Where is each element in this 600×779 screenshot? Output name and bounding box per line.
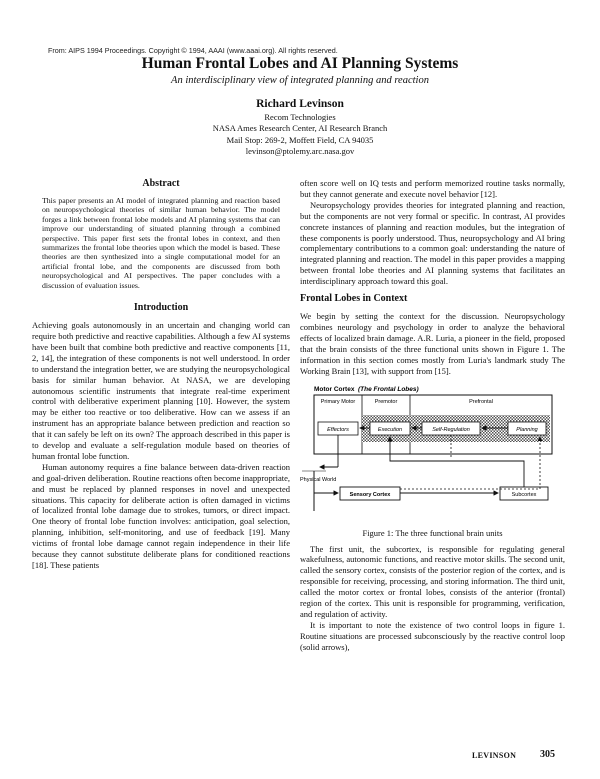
frontal-lobes-label: (The Frontal Lobes) <box>358 385 419 393</box>
control-loops-paragraph: It is important to note the existence of two control loops in figure 1. Routine situations are processed subconsciously by the reactive control loop (solid arrows), <box>300 619 565 652</box>
planning-label: Planning <box>516 426 538 433</box>
physical-world-label: Physical World <box>300 476 337 483</box>
footer-author: LEVINSON <box>472 751 517 760</box>
left-column <box>32 178 290 571</box>
primary-motor-label: Primary Motor <box>320 398 356 405</box>
introduction-heading: Introduction <box>133 302 189 314</box>
figure-caption: Figure 1: The three functional brain units <box>362 527 503 538</box>
first-unit-paragraph: The first unit, the subcortex, is responsible for regulating general wakefulness, autonomic functions, and reactive motor skills. The second unit, called the sensory cortex, consists of the posterior region of the cortex, and is responsible for receiving, processing, and storing information. The third unit, called the motor cortex or frontal lobes, consists of the anterior (frontal) region of the cortex. This unit is responsible for programming, verification, and regulation of activity. <box>300 543 565 619</box>
premotor-label: Premotor <box>374 398 398 405</box>
right-column <box>300 178 565 653</box>
execution-label: Execution <box>377 426 403 433</box>
brain-units-diagram <box>300 381 565 526</box>
author-email: levinson@ptolemy.arc.nasa.gov <box>245 145 355 156</box>
page-number: 305 <box>540 749 555 760</box>
self-regulation-label: Self-Regulation <box>432 426 470 433</box>
affiliation-line: Mail Stop: 269-2, Moffett Field, CA 94035 <box>226 134 374 145</box>
effectors-label: Effectors <box>327 426 349 433</box>
abstract-heading: Abstract <box>142 178 180 189</box>
intro-paragraph: Human autonomy requires a fine balance between data-driven reaction and goal-driven deliberation. Routine reactions often become inappropriate, and must be replaced by planned responses in novel and unexpected situations. This capacity for deliberate action is often damaged in victims of localized frontal lobe damage due to strokes, tumors, or direct impact. One theory of frontal lobe function involves: anticipation, goal selection, planning, inhibition, self-monitoring, and use of feedback [19]. Many victims of frontal lobe damage cannot regain independence in their life because they cannot substitute deliberate plans for conditioned reactions [18]. These patients <box>32 461 290 570</box>
intro-paragraph: Achieving goals autonomously in an uncertain and changing world can require both predictive and reactive capabilities. Although a few AI systems have been built that combine both predictive and reactive components [11, 2, 14], the integration of these components is not well understood. In order to understand the integration better, we are studying the neuropsychological basis for similar human behavior. At NASA, we are developing autonomous scientific instruments that integrate real-time experiment control with deliberative experiment planning [10]. However, the system may be either too reactive or too deliberative. How can we assess if an instrument has an appropriate balance between prediction and reaction so that it can safely be left on its own? The approach described in this paper is to develop and evaluate a self-regulation module based on theories of human frontal lobe function. <box>32 320 290 461</box>
frontal-lobes-context-heading: Frontal Lobes in Context <box>300 293 408 305</box>
subcortex-label: Subcortex <box>511 491 537 498</box>
neuropsychology-paragraph: Neuropsychology provides theories for integrated planning and reaction, but the components are not very formal or specific. In contrast, AI provides concrete instances of planning and reaction modules, but the integration of these components is poorly understood. Thus, neuropsychology and AI bring complementary contributions to a common goal: understanding the nature of integrated planning and reaction. The model in this paper provides a mapping between frontal lobe theories and AI planning systems that facilitates an interdisciplinary approach toward this goal. <box>300 199 565 287</box>
figure-brain-units <box>300 381 565 526</box>
motor-cortex-label: Motor Cortex <box>314 385 355 393</box>
affiliation-block <box>0 112 600 157</box>
sensory-cortex-label: Sensory Cortex <box>349 491 391 498</box>
affiliation-line: NASA Ames Research Center, AI Research Branch <box>212 123 388 134</box>
author-name: Richard Levinson <box>256 98 344 110</box>
affiliation-line: Recom Technologies <box>264 112 336 122</box>
paper-title: Human Frontal Lobes and AI Planning Systems <box>141 55 459 72</box>
source-line: From: AIPS 1994 Proceedings. Copyright © 1994, AAAI (www.aaai.org). All rights reserved. <box>48 46 338 55</box>
continued-paragraph: often score well on IQ tests and perform memorized routine tasks normally, but they cannot generate and execute novel behavior [12]. <box>300 178 565 199</box>
abstract-text: This paper presents an AI model of integrated planning and reaction based on neuropsychological theories of similar human behavior. The model forges a link between frontal lobe models and AI planning systems that can improve our understanding of situated planning through a combined perspective. This paper first sets the frontal lobes in context, and then summarizes the frontal lobe theories upon which the model is based. These theories are then synthesized into a single computational model for an artificial frontal lobe, and the components are discussed from both neuropsychological and AI perspectives. The paper concludes with a discussion of evaluation issues. <box>42 196 280 290</box>
prefrontal-label: Prefrontal <box>469 398 493 405</box>
paper-subtitle: An interdisciplinary view of integrated planning and reaction <box>171 75 429 86</box>
context-paragraph: We begin by setting the context for the discussion. Neuropsychology combines neurology and psychology in order to analyze the behavioral effects of localized brain damage. A.R. Luria, a pioneer in the field, proposed that the brain consists of the three functional units shown in Figure 1. The information in this section comes mostly from Luria's landmark study The Working Brain [13], with support from [15]. <box>300 311 565 376</box>
